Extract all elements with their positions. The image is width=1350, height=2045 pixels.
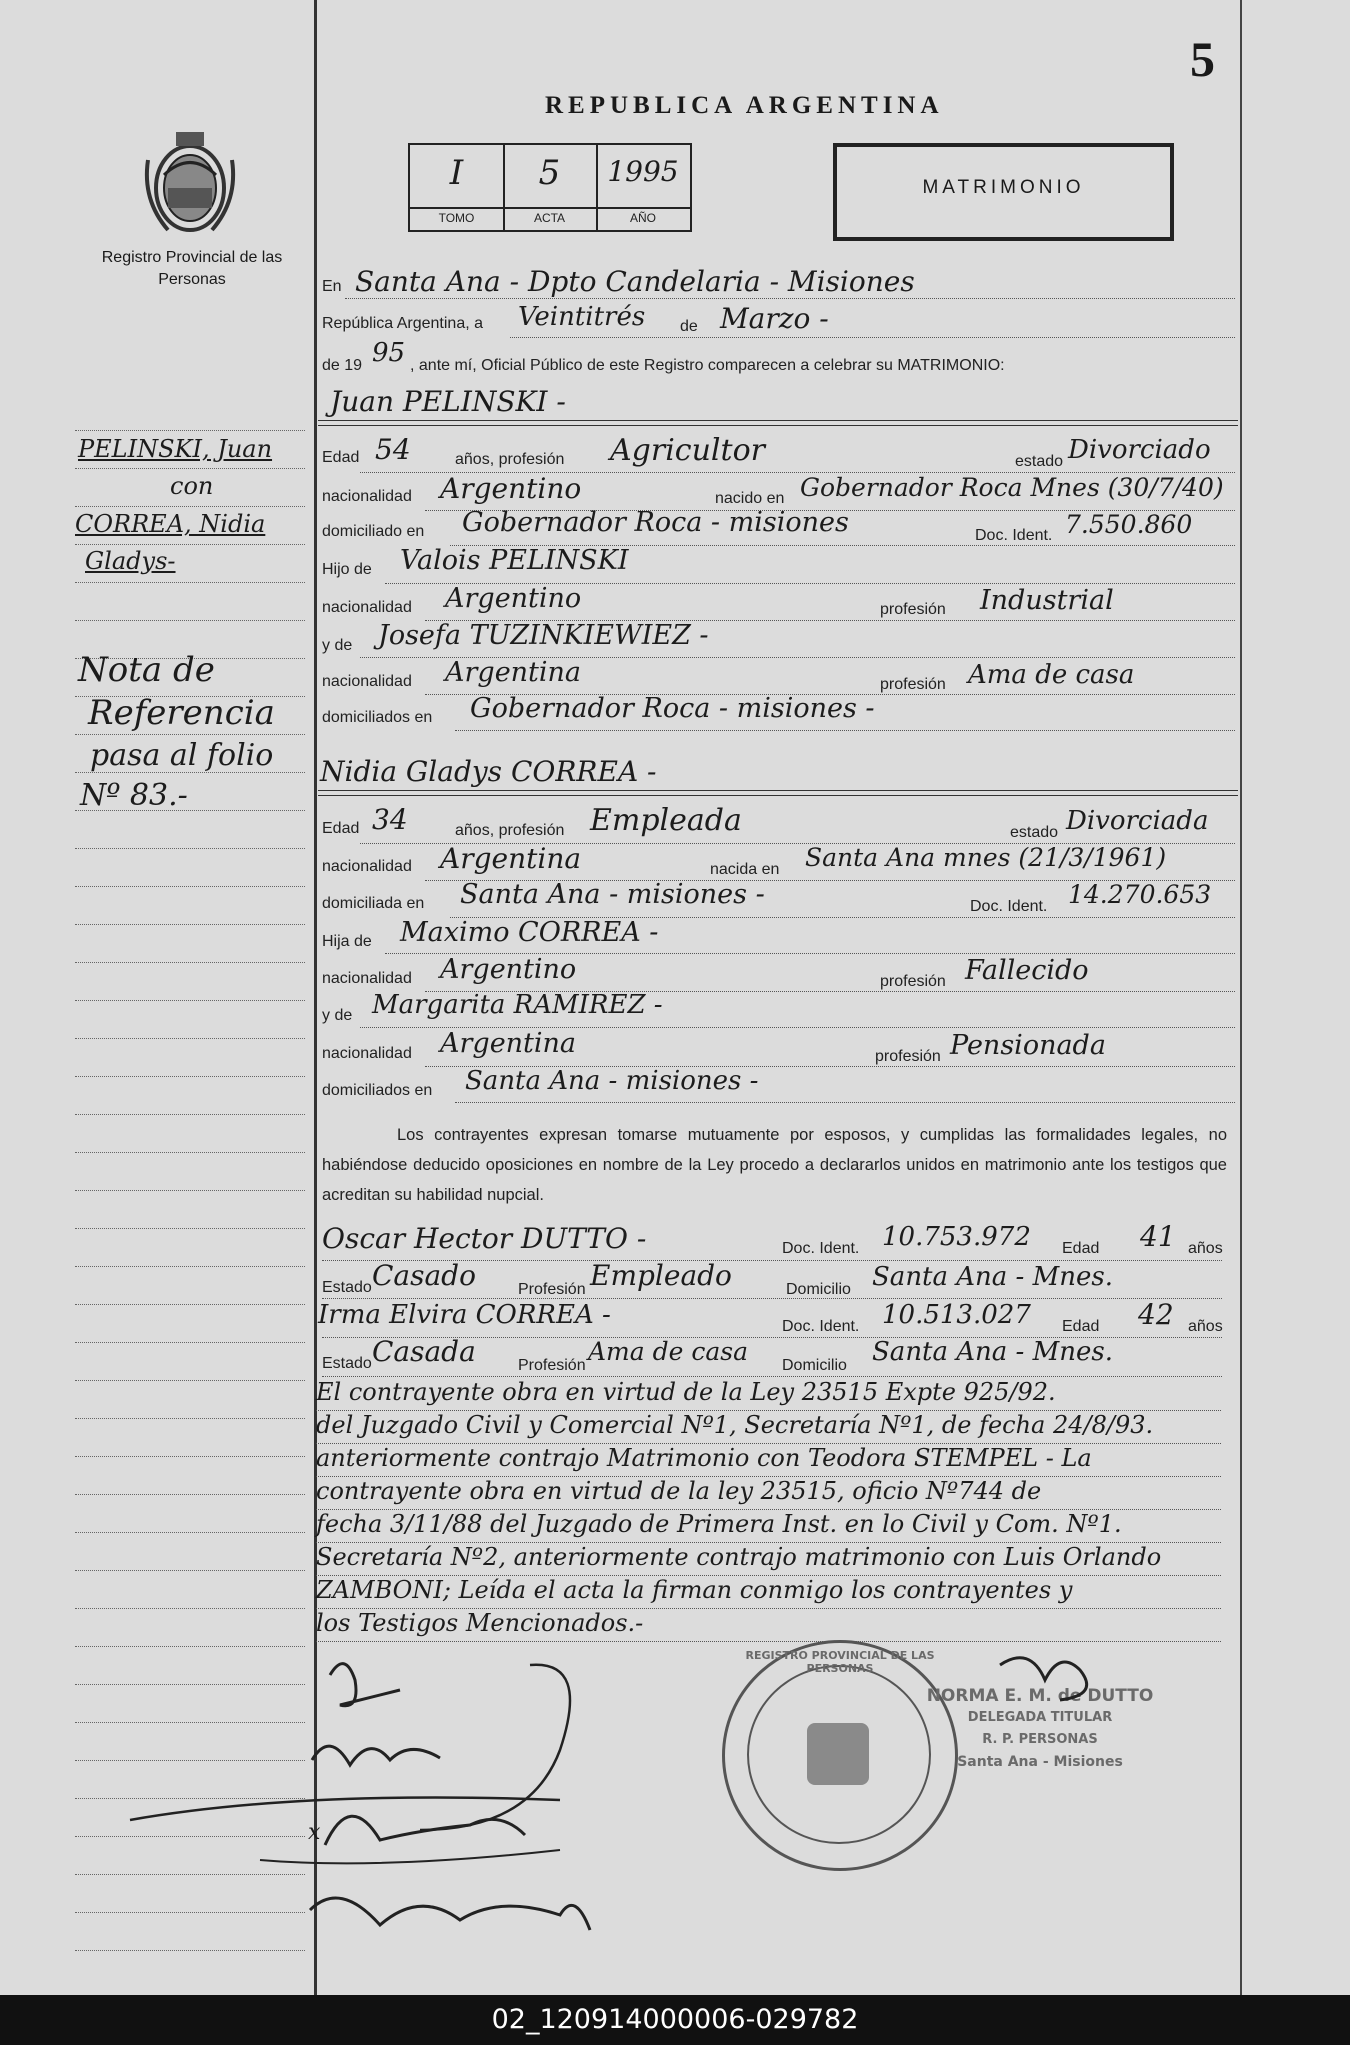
record-type-box [833,143,1174,241]
groom-mother: Josefa TUZINKIEWIEZ - [378,620,709,651]
bride-profession: Empleada [590,803,742,838]
tomo-value: I [449,153,464,193]
republica-label: República Argentina, a [322,315,483,332]
groom-mother-profession: Ama de casa [968,660,1135,690]
bride-mother-profession: Pensionada [950,1030,1106,1061]
formula-text: Los contrayentes expresan tomarse mutuamente por esposos, y cumplidas las formalidades legales, no habiéndose deducido oposiciones en nombre de la Ley procedo a declararlos unidos en matrimonio ante los testigos que acreditan su habilidad nupcial. [322,1126,1227,1204]
margin-rule [75,544,305,545]
month-value: Marzo - [720,302,829,335]
witness2-profession: Ama de casa [588,1337,748,1366]
witness1-name: Oscar Hector DUTTO - [322,1222,647,1255]
margin-rule [75,582,305,583]
right-border [1240,0,1242,1995]
witness1-status: Casado [372,1259,476,1292]
margin-rule [75,430,305,431]
record-type: MATRIMONIO [922,177,1085,198]
acta-value: 5 [538,153,561,193]
official-stamp: NORMA E. M. de DUTTO DELEGADA TITULAR R. P. PERSONAS Santa Ana - Misiones [926,1686,1154,1770]
note-line: contrayente obra en virtud de la ley 23515, oficio Nº744 de [316,1477,1042,1505]
margin-rule [75,1152,305,1153]
witness1-address: Santa Ana - Mnes. [872,1262,1113,1292]
groom-profession: Agricultor [610,433,765,468]
official-signature [1000,1658,1087,1700]
groom-signature [330,1664,400,1706]
acta-label: ACTA [533,211,566,225]
note-line: ZAMBONI; Leída el acta la firman conmigo los contrayentes y [316,1576,1073,1604]
day-value: Veintitrés [518,302,646,332]
groom-father: Valois PELINSKI [400,545,629,576]
groom-father-profession: Industrial [980,585,1114,616]
margin-name-bride-2: Gladys- [85,547,176,575]
margin-rule [75,1266,305,1267]
margin-rule [75,1114,305,1115]
margin-rule [75,1456,305,1457]
footer-id: 02_120914000006-029782 [0,1995,1350,2045]
note-line: del Juzgado Civil y Comercial Nº1, Secretaría Nº1, de fecha 24/8/93. [316,1411,1154,1439]
margin-con: con [170,472,214,500]
margin-rule [75,1304,305,1305]
en-label: En [322,278,342,295]
seal-text: REGISTRO PROVINCIAL DE LAS PERSONAS [745,1649,935,1675]
margin-rule [75,886,305,887]
witness2-signature [310,1898,590,1930]
bride-parents-address: Santa Ana - misiones - [465,1066,759,1096]
bride-father-nationality: Argentino [440,954,577,985]
margin-rule [75,924,305,925]
groom-name: Juan PELINSKI - [330,385,566,418]
certificate-page: 5 Registro Provincial de las Personas REPUBLICA ARGENTINA I 5 1995 TOMO ACTA AÑO MATRIMONIO PELINSKI, Juan con CORREA, Nidia Gladys- Nota de Referencia pasa al folio Nº 83.- En Santa Ana - Dpto Candelaria - Misiones República Argentina, a Veintitrés de Marzo - de 19 95 , ante mí, Oficial Público de este Registro comparecen a celebrar su MATRIMONIO: Juan PELINSKI - Edad 54 años, profesión Agricultor estado Divorciado nacionalidad Argentino nacido en Gobernador Roca Mnes (30/7/40) domiciliado en Gobernador Roca - misiones Doc. Ident. 7.550.860 Hijo de Valois PELINSKI nacionalidad Argentino profesión Industrial y de Josefa TUZINKIEWIEZ - nacionalidad Argentina profesión Ama de casa domiciliados en Gobernador Roca - misiones - Nidia Gladys CORREA - Edad 34 años, profesión Empleada estado Divorciada nacionalidad Argentina nacida en Santa Ana mnes (21/3/1961) domiciliada en Santa Ana - misiones - Doc. Ident. 14.270.653 Hija de Maximo CORREA - nacionalidad Argentino profesión Fallecido y de Margarita RAMIREZ - nacionalidad Argentina profesión Pensionada domiciliados en Santa Ana - misiones - Los contrayentes expresan tomarse mutuamente por esposos, y cumplidas las formalidades legales, no habiéndose deducido oposiciones en nombre de la Ley procedo a declararlos unidos en matrimonio ante los testigos que acreditan su habilidad nupcial. Oscar Hector DUTTO - Doc. Ident. 10.753.972 Edad 41 años Estado Casado Profesión Empleado Domicilio Santa Ana - Mnes. Irma Elvira CORREA - Doc. Ident. 10.513.027 Edad 42 años Estado Casada Profesión Ama de casa Domicilio Santa Ana - Mnes. El contrayente obra en virtud de la Ley 23515 Expte 925/92. del Juzgado Civil y Comercial Nº1, Secretaría Nº1, de fecha 24/8/93. anteriormente contrajo Matrimonio con Teodora STEMPEL - La contrayente obra en virtud de la ley 23515, oficio Nº744 de fecha 3/11/88 del Juzgado de Primera Inst. en lo Civil y Com. Nº1. Secretaría Nº2, anteriormente contrajo matrimonio con Luis Orlando ZAMBONI; Leída el acta la firman conmigo los contrayentes y los Testigos Mencionados.- REGISTRO PROVINCIAL DE LAS PERSONAS NORMA E. M. de DUTTO DELEGADA TITULAR R. P. PERSONAS Santa Ana - Misiones x [0,0,1350,1995]
bride-mother: Margarita RAMIREZ - [372,990,663,1020]
groom-parents-address: Gobernador Roca - misiones - [470,693,875,724]
margin-name-bride: CORREA, Nidia [75,510,266,538]
signature-x-mark: x [308,1820,321,1845]
signatures [0,1640,1240,1990]
provincial-crest-icon [138,130,242,240]
year-value: 95 [372,338,406,368]
margin-rule [75,734,305,735]
margin-rule [75,1342,305,1343]
margin-rule [75,1494,305,1495]
groom-marital-status: Divorciado [1068,435,1211,465]
margin-rule [75,506,305,507]
note-line: El contrayente obra en virtud de la Ley 23515 Expte 925/92. [316,1378,1056,1406]
margin-rule [75,1608,305,1609]
de19-label: de 19 [322,357,363,374]
note-line: los Testigos Mencionados.- [316,1609,644,1637]
bride-address: Santa Ana - misiones - [460,879,765,910]
tomo-acta-ano-box [408,143,692,232]
groom-doc: 7.550.860 [1065,510,1193,539]
margin-rule [75,848,305,849]
margin-rule [75,468,305,469]
witness2-age: 42 [1138,1298,1174,1331]
bride-father-profession: Fallecido [965,955,1089,986]
tomo-label: TOMO [438,211,475,225]
margin-name-groom: PELINSKI, Juan [78,435,273,463]
margin-note-3: pasa al folio [90,738,274,773]
margin-rule [75,1190,305,1191]
margin-rule [75,1570,305,1571]
ante-text: , ante mí, Oficial Público de este Registro comparecen a celebrar su MATRIMONIO: [410,357,1005,374]
page-number: 5 [1190,31,1215,87]
bride-nationality: Argentina [440,842,582,875]
margin-rule [75,1418,305,1419]
witness2-address: Santa Ana - Mnes. [872,1337,1113,1367]
registry-name: Registro Provincial de las Personas [101,249,283,288]
bride-doc: 14.270.653 [1068,880,1212,909]
groom-mother-nationality: Argentina [445,657,582,688]
witness1-age: 41 [1140,1220,1176,1253]
witness2-status: Casada [372,1335,476,1368]
bride-mother-nationality: Argentina [440,1028,577,1059]
margin-rule [75,1532,305,1533]
margin-note-2: Referencia [88,693,275,733]
bride-signature [312,1746,440,1765]
bride-father: Maximo CORREA - [400,917,659,948]
bride-marital-status: Divorciada [1066,806,1209,836]
groom-age: 54 [375,433,411,466]
margin-note-4: Nº 83.- [80,778,188,813]
note-line: anteriormente contrajo Matrimonio con Teodora STEMPEL - La [316,1444,1092,1472]
witness2-doc: 10.513.027 [882,1300,1031,1330]
note-line: fecha 3/11/88 del Juzgado de Primera Inst. en lo Civil y Com. Nº1. [316,1510,1122,1538]
margin-rule [75,962,305,963]
witness1-doc: 10.753.972 [882,1222,1031,1252]
margin-rule [75,1076,305,1077]
margin-rule [75,1228,305,1229]
bride-name: Nidia Gladys CORREA - [320,755,657,788]
witness1-profession: Empleado [590,1259,732,1292]
ano-label: AÑO [629,211,656,225]
bride-birth: Santa Ana mnes (21/3/1961) [805,843,1167,872]
margin-rule [75,1038,305,1039]
margin-rule [75,1380,305,1381]
place-value: Santa Ana - Dpto Candelaria - Misiones [355,265,915,298]
witness2-name: Irma Elvira CORREA - [318,1300,611,1330]
ano-value: 1995 [607,155,679,188]
de-label: de [680,318,698,335]
bride-age: 34 [372,803,408,836]
groom-address: Gobernador Roca - misiones [462,507,849,538]
margin-note-1: Nota de [78,650,215,690]
groom-father-nationality: Argentino [445,583,582,614]
witness1-signature [325,1816,525,1845]
groom-birth: Gobernador Roca Mnes (30/7/40) [800,473,1224,502]
margin-rule [75,1000,305,1001]
note-line: Secretaría Nº2, anteriormente contrajo matrimonio con Luis Orlando [316,1543,1162,1571]
margin-rule [75,620,305,621]
country-title: REPUBLICA ARGENTINA [545,92,944,119]
groom-nationality: Argentino [440,472,582,505]
